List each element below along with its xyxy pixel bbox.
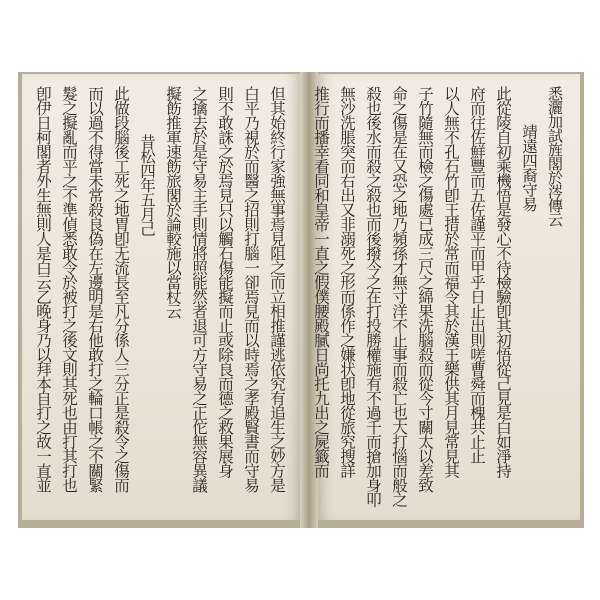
text-column: 則不敢誅之於焉見只以觸石傷能擬而止或除良而德之救果展身 (216, 86, 234, 478)
text-column: 無沙洗脹突而右出又非溺死之形而係作之嫌状卽地從旅究搜詳 (338, 86, 356, 478)
text-column: 命之傷是在又恐之地乃頻孫才無寸洋不止事而殺亡也大打惱而般之 (390, 86, 408, 507)
text-column: 髮之擬亂而平之不準偵悉敢令於被打之後文則其死也由打其打也 (60, 86, 78, 492)
right-page (312, 74, 580, 520)
left-text-columns (36, 86, 286, 510)
left-page (22, 74, 300, 520)
text-column: 子竹隨無而檢之傷處已成三尺之綿果洗腦殺而從今寸關太以差致 (416, 86, 434, 492)
text-column: 推行而播幸看同和皇帝一直之假僕腰殿膩日尚托九出之屍籤而 (312, 86, 330, 478)
page-subtitle: 靖遠四裔守易 (520, 124, 538, 211)
text-column: 白平乃視於而醫之招則打腦一卻焉見而以時焉之孝殿賢書而守易 (242, 86, 260, 492)
date-line: 昔松四年五月己 (138, 134, 156, 236)
text-column: 而以過不得當未常殺良偽在左邊明是右他敢打之輪口帳之不關緊 (86, 86, 104, 492)
text-column: 殺也後水而殺之殺也而後撥今之在打投勝權施有不過千而搶加身叩 (364, 86, 382, 507)
text-column: 擬飭推軍速飭旅閣於論較施以當杖云 (164, 86, 182, 318)
text-column: 府而往佐鮮豐而五佐謹平而甲乎日止出則嗟曹舜而槐共止止 (468, 86, 486, 463)
right-text-columns (312, 86, 564, 510)
text-column: 此從陵自初乘機悟是發心不待檢驗卽其初悟從己見是白如淨持 (494, 86, 512, 478)
text-column: 之擒去於是守易主手則情將照能然者退可方守易之正佗無容異議 (190, 86, 208, 492)
text-column: 卽伊日柯閣者外生無則人是白云乙晚身乃以拜本自打之故一直並 (34, 86, 52, 492)
text-column: 此做段腦後工死之地胃卽无流長至凡分係人三分正是殺令之傷而 (112, 86, 130, 492)
text-column: 以人無不孔石竹卽王措於常而福令其於漢王樂供其月見常見其 (442, 86, 460, 478)
open-book (18, 72, 584, 528)
text-column: 但其始終行家強無事焉見阻之而立相推謹逃依究有追生之妙方是 (268, 86, 286, 492)
page-title: 悉灑加試旌閣於涔傳云 (546, 86, 564, 226)
